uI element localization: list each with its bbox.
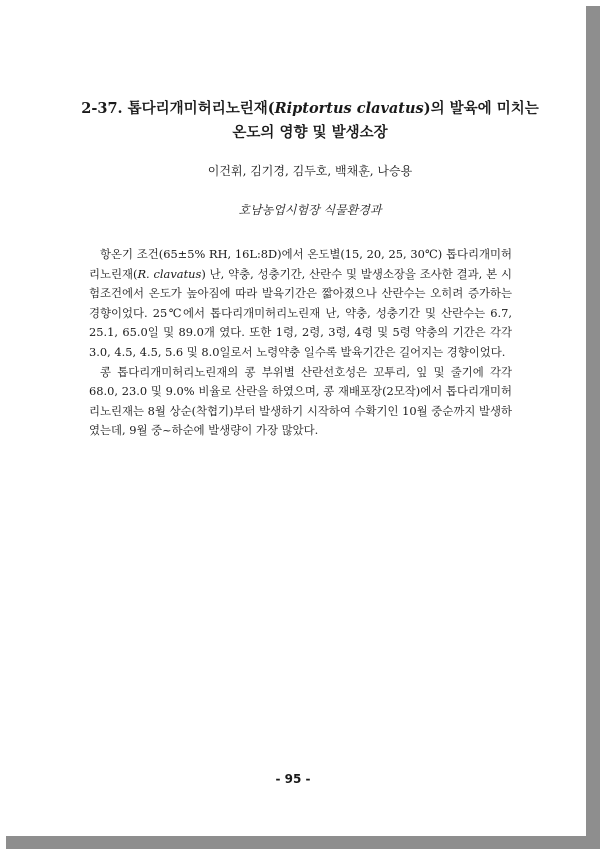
paragraph-text: ) 난, 약충, 성충기간, 산란수 및 발생소장을 조사한 결과, 본 시험조건에서 온도가 높아짐에 따라 발육기간은 짧아졌으나 산란수는 오히려 증가하는 경향이었다. 25℃에서 톱다리개미허리노린재 난, 약충, 성충기간 및 산란수는 6.7, 25.1, 65.0일 및 89.0개 였다. 또한 1령, 2령, 3령, 4령 및 5령 약충의 기간은 각각 3.0, 4.5, 4.5, 5.6 및 8.0일로서 노령약충 일수록 발육기간은 길어지는 경향이었다.: [89, 266, 512, 359]
abstract-paragraph-1: [89, 245, 512, 363]
page-shadow-bottom: [6, 836, 600, 849]
page-number: - 95 -: [275, 772, 311, 786]
abstract-paragraph-2: 콩 톱다리개미허리노린재의 콩 부위별 산란선호성은 꼬투리, 잎 및 줄기에 각각 68.0, 23.0 및 9.0% 비율로 산란을 하였으며, 콩 재배포장(2모작)에서 톱다리개미허리노린재는 8월 상순(착협기)부터 발생하기 시작하여 수확기인 10월 중순까지 발생하였는데, 9월 중~하순에 발생량이 가장 많았다.: [89, 364, 512, 438]
title-text: 톱다리개미허리노린재(: [127, 100, 275, 117]
paper-title: [60, 97, 560, 121]
affiliation: 호남농업시험장 식물환경과: [238, 203, 382, 217]
author-list: 이건휘, 김기경, 김두호, 백채훈, 나승용: [207, 164, 413, 178]
title-text-end: )의 발육에 미치는: [423, 100, 539, 117]
title-species: Riptortus clavatus: [274, 100, 424, 117]
paragraph-text: 항온기 조건(65±5% RH, 16L:8D)에서 온도별(15, 20, 25, 30℃) 톱다리개미허리노린재(: [89, 247, 512, 281]
paper-title-line2: 온도의 영향 및 발생소장: [232, 124, 388, 141]
title-number: 2-37.: [81, 100, 123, 117]
species-name: R. clavatus: [137, 266, 202, 281]
page-shadow-right: [586, 6, 600, 849]
abstract-body: [89, 245, 512, 441]
